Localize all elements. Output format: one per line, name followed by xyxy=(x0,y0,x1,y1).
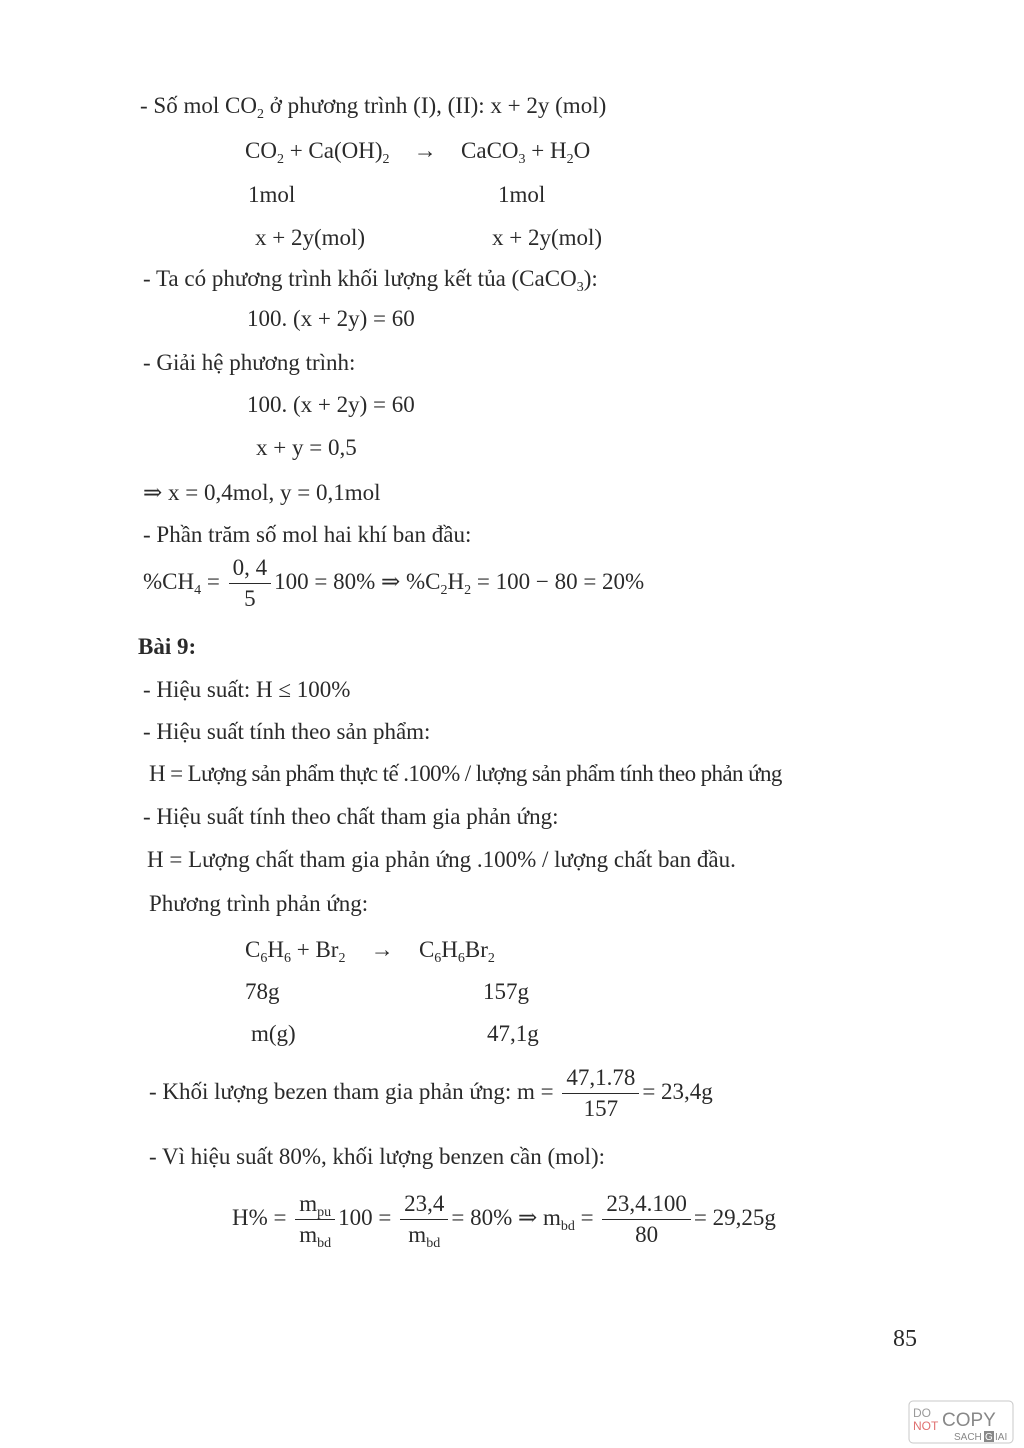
line-reaction-equation-heading: Phương trình phản ứng: xyxy=(149,891,369,916)
line-efficiency-product: - Hiệu suất tính theo sản phẩm: xyxy=(143,719,431,744)
equation-mol-row: 1mol 1mol xyxy=(248,182,546,207)
line-percent-heading: - Phần trăm số mol hai khí ban đầu: xyxy=(143,522,472,547)
fraction-23-4-over-mbd: $\frac{23,4}{m_{bd}}$ xyxy=(400,1189,448,1250)
equation-benzene-bromine: $C_6H_6 + Br_2 \to C_6H_6Br_2$ xyxy=(245,937,495,966)
watermark-logo xyxy=(908,1400,1014,1444)
line-benzene-mass: - Khối lượng bezen tham gia phản ứng: m = $\frac{47,1.78}{157}$ = 23,4g xyxy=(149,1062,713,1124)
watermark-copy: COPY xyxy=(942,1410,996,1431)
line-solution: ⇒ x = 0,4mol, y = 0,1mol xyxy=(143,480,381,505)
fraction-0-4-over-5: $\frac{0, 4}{5}$ xyxy=(229,553,272,614)
line-co2-moles: - Số mol $CO_2$ ở phương trình (I), (II): x + 2y (mol) xyxy=(140,93,607,122)
watermark-not: NOT xyxy=(913,1419,939,1433)
fraction-result: $\frac{23,4.100}{80}$ xyxy=(602,1189,691,1250)
formula-efficiency-reactant: H = Lượng chất tham gia phản ứng .100% / lượng chất ban đầu. xyxy=(147,847,736,872)
watermark-do: DO xyxy=(913,1406,931,1420)
system-eq-1: 100. (x + 2y) = 60 xyxy=(247,392,415,417)
system-eq-2: x + y = 0,5 xyxy=(256,435,357,460)
line-precipitate-equation: - Ta có phương trình khối lượng kết tủa (CaCO$_3$): xyxy=(143,266,598,295)
equation-percent: $\%CH_4$ = $\frac{0, 4}{5}$ 100 = 80% ⇒ $\%C_2H_2 = 100 - 80 = 20\%$ xyxy=(143,552,644,614)
equation-xy-row: x + 2y(mol) x + 2y(mol) xyxy=(255,225,603,250)
equation-mass: 100. (x + 2y) = 60 xyxy=(247,306,415,331)
equation-co2-caoh2: $CO_2 + Ca(OH)_2$ → CaCO$_3$ + $H_2O$ xyxy=(245,138,591,167)
fraction-benzene-mass: $\frac{47,1.78}{157}$ xyxy=(562,1063,639,1124)
section-heading-bai-9: Bài 9: xyxy=(138,634,197,659)
watermark-g: G xyxy=(985,1432,993,1443)
watermark-iai: IAI xyxy=(995,1432,1008,1443)
equation-final-efficiency: H% = $\frac{m_{pu}}{m_{bd}}$ 100 = $\frac{23,4}{m_{bd}}$ = 80% ⇒ $m_{bd}$ = $\frac{23,4.100}{80}$ = 29,25g xyxy=(232,1191,776,1252)
equation-mass-row: 78g 157g xyxy=(245,979,529,1004)
line-efficiency: - Hiệu suất: H ≤ 100% xyxy=(143,677,351,702)
watermark-sach: SACH xyxy=(954,1432,982,1443)
line-solve-system: - Giải hệ phương trình: xyxy=(143,350,356,375)
line-efficiency-reactant: - Hiệu suất tính theo chất tham gia phản ứng: xyxy=(143,804,559,829)
page-number: 85 xyxy=(893,1326,917,1352)
formula-efficiency-product: H = Lượng sản phẩm thực tế .100% / lượng sản phẩm tính theo phản ứng xyxy=(149,761,782,786)
line-efficiency-80: - Vì hiệu suất 80%, khối lượng benzen cần (mol): xyxy=(149,1144,605,1169)
reaction-arrow: → xyxy=(413,138,437,163)
equation-unknown-row: m(g) 47,1g xyxy=(251,1021,539,1046)
fraction-mpu-over-mbd: $\frac{m_{pu}}{m_{bd}}$ xyxy=(295,1189,335,1250)
reaction-arrow: → xyxy=(370,937,394,962)
